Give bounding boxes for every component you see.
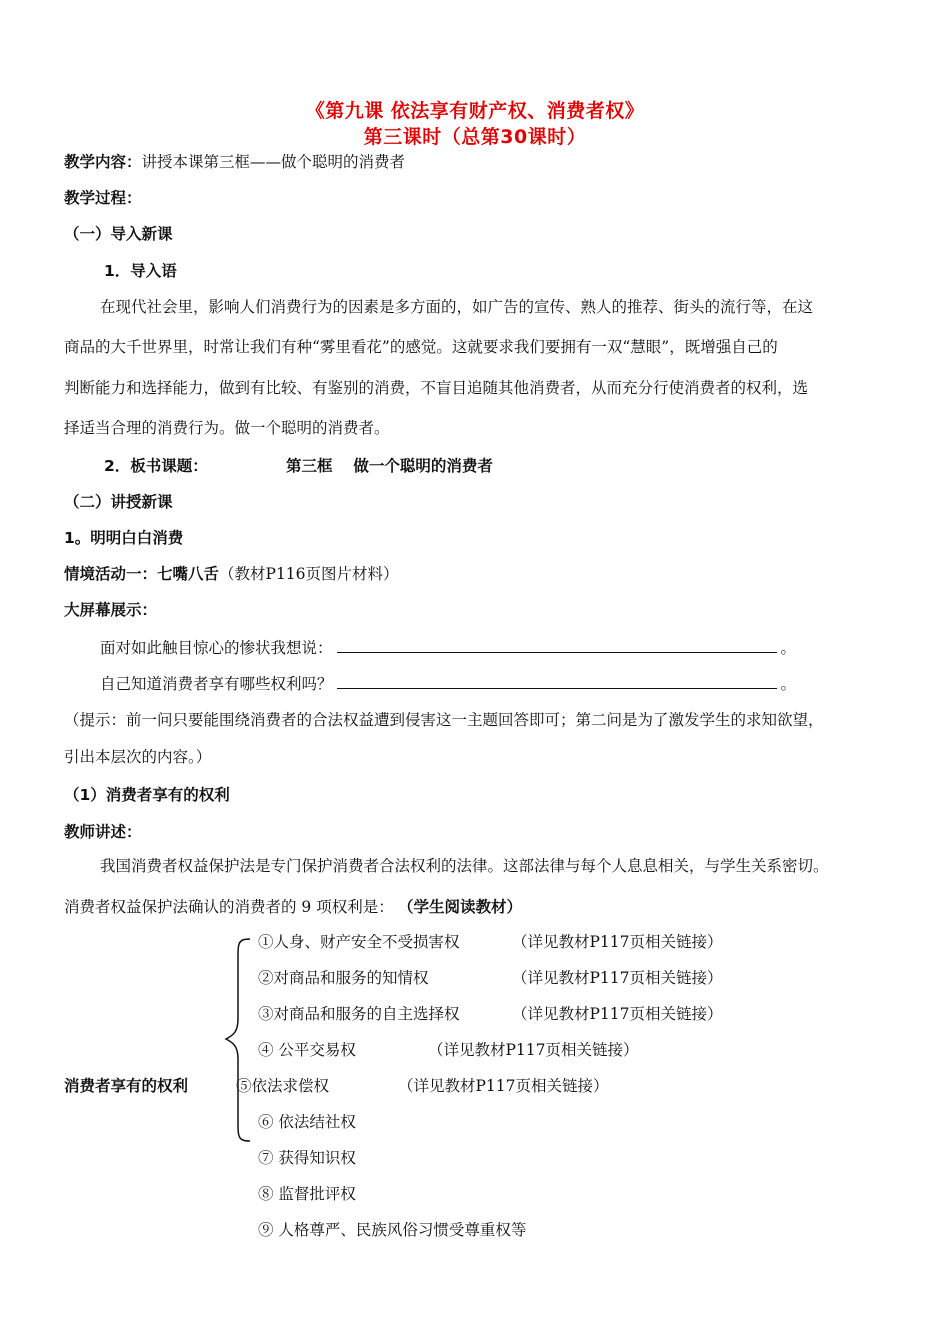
right-item-1-ref: （详见教材P117页相关链接） — [512, 933, 723, 951]
section1-heading: （一）导入新课 — [64, 225, 173, 243]
right-item-7-text: ⑦ 获得知识权 — [258, 1149, 356, 1167]
hint-line-1: （提示：前一问只要能围绕消费者的合法权益遭到侵害这一主题回答即可；第二问是为了激发学生的求知欲望， — [64, 711, 824, 729]
activity-note: （教材P116页图片材料） — [219, 565, 399, 583]
section1-item1: 1．导入语 — [104, 262, 177, 280]
answer-blank-1[interactable] — [337, 638, 777, 653]
question-1-text: 面对如此触目惊心的惨状我想说： — [100, 639, 333, 657]
right-item-2-text: ②对商品和服务的知情权 — [258, 969, 429, 987]
right-item-2-ref: （详见教材P117页相关链接） — [512, 969, 723, 987]
intro-para-line-4: 择适当合理的消费行为。做一个聪明的消费者。 — [64, 419, 390, 437]
teacher-para-2-line — [64, 897, 522, 917]
right-item-1 — [258, 932, 460, 952]
right-item-6-text: ⑥ 依法结社权 — [258, 1113, 356, 1131]
teacher-note: （学生阅读教材） — [405, 898, 522, 916]
teacher-para-2: 消费者权益保护法确认的消费者的 9 项权利是： — [64, 898, 394, 916]
right-item-4-text: ④ 公平交易权 — [258, 1041, 356, 1059]
right-item-5-text: ⑤依法求偿权 — [236, 1077, 330, 1095]
right-item-5-ref: （详见教材P117页相关链接） — [398, 1077, 609, 1095]
teaching-content-text: 讲授本课第三框——做个聪明的消费者 — [141, 153, 406, 171]
lesson-title: 《第九课 依法享有财产权、消费者权》 — [305, 100, 645, 122]
teaching-process-label: 教学过程： — [64, 189, 142, 207]
teacher-label: 教师讲述： — [64, 823, 142, 841]
section2-sub1: 1。明明白白消费 — [64, 529, 184, 547]
question-1 — [100, 638, 796, 658]
teacher-para-1: 我国消费者权益保护法是专门保护消费者合法权利的法律。这部法律与每个人息息相关，与学生关系密切。 — [100, 857, 829, 875]
rights-root-label: 消费者享有的权利 — [64, 1077, 189, 1095]
answer-blank-2[interactable] — [337, 674, 777, 689]
right-item-3-ref: （详见教材P117页相关链接） — [512, 1005, 723, 1023]
question-1-end: 。 — [780, 639, 797, 657]
question-2 — [100, 674, 796, 694]
question-2-text: 自己知道消费者享有哪些权利吗？ — [100, 675, 333, 693]
lesson-subtitle: 第三课时（总第30课时） — [363, 126, 587, 148]
right-item-1-text: ①人身、财产安全不受损害权 — [258, 933, 460, 951]
screen-label: 大屏幕展示： — [64, 601, 158, 619]
rights-heading: （1）消费者享有的权利 — [64, 786, 230, 804]
section1-item2-text: 第三框 做一个聪明的消费者 — [286, 457, 493, 475]
question-2-end: 。 — [780, 675, 797, 693]
rights-brace — [222, 935, 252, 1145]
teaching-content — [64, 152, 405, 172]
teaching-content-label: 教学内容： — [64, 153, 142, 171]
right-item-9-text: ⑨ 人格尊严、民族风俗习惯受尊重权等 — [258, 1221, 527, 1239]
section1-item2-label: 2．板书课题： — [104, 457, 208, 475]
intro-para-line-2: 商品的大千世界里，时常让我们有种“雾里看花”的感觉。这就要求我们要拥有一双“慧眼”，既增强自己的 — [64, 338, 778, 356]
right-item-4-ref: （详见教材P117页相关链接） — [428, 1041, 639, 1059]
activity-label: 情境活动一：七嘴八舌 — [64, 565, 220, 583]
intro-para-line-1: 在现代社会里，影响人们消费行为的因素是多方面的，如广告的宣传、熟人的推荐、街头的流行等，在这 — [100, 298, 814, 316]
right-item-3-text: ③对商品和服务的自主选择权 — [258, 1005, 460, 1023]
hint-line-2: 引出本层次的内容。） — [64, 748, 212, 766]
right-item-8-text: ⑧ 监督批评权 — [258, 1185, 356, 1203]
intro-para-line-3: 判断能力和选择能力，做到有比较、有鉴别的消费，不盲目追随其他消费者，从而充分行使消费者的权利，选 — [64, 379, 809, 397]
activity-line — [64, 564, 399, 584]
section2-heading: （二）讲授新课 — [64, 493, 173, 511]
